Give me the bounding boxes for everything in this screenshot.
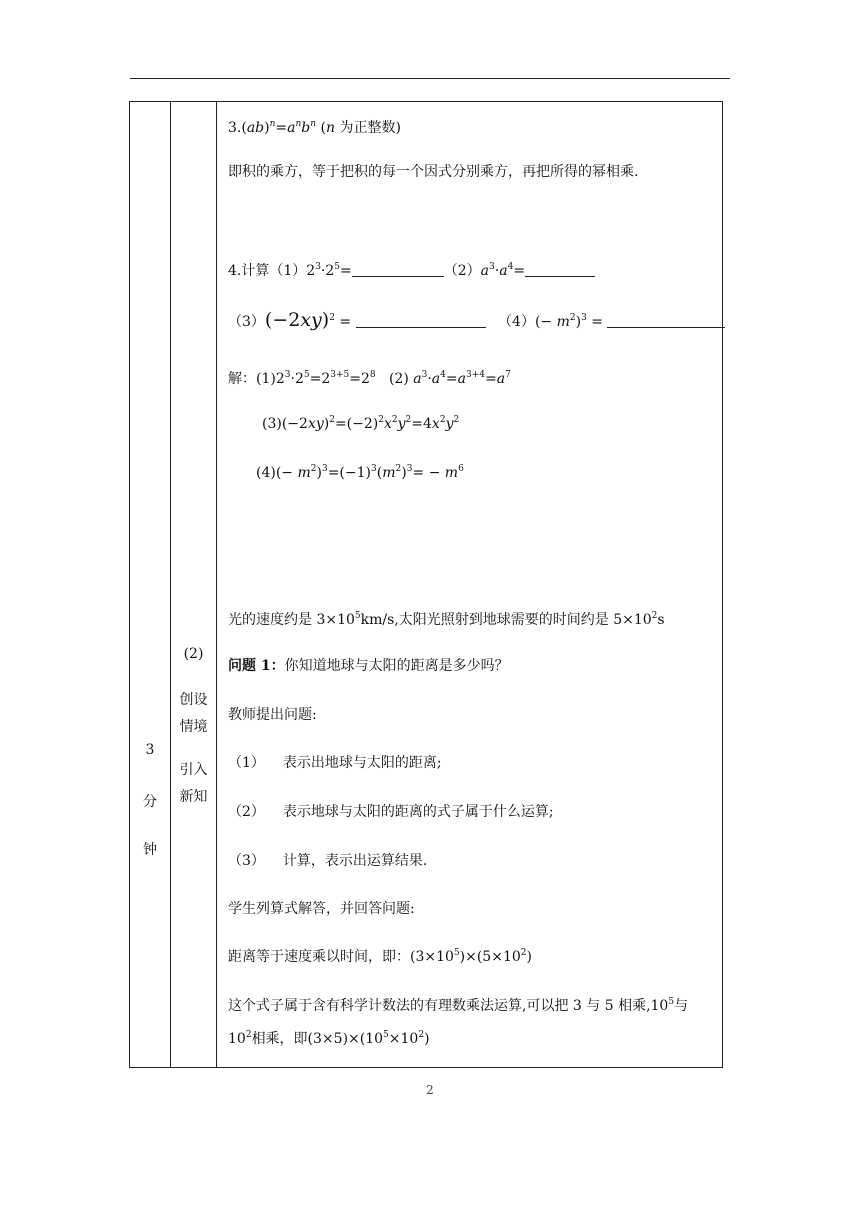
step-title-line-4: 新知: [179, 789, 208, 805]
light-speed-text: 光的速度约是 $3\times 10^5km/s$,太阳光照射到地球需要的时间约是 $5\times 10^2s$: [228, 611, 665, 628]
question-4-line-1: 4.计算$(1)2^3\cdot 2^5= (2)a^3\cdot a^4=$: [228, 260, 595, 280]
step-title-line-3: 引入: [179, 762, 208, 778]
step-number: (2): [183, 646, 204, 662]
rule-3: $3.(ab)^n=a^nb^n$ (n 为正整数): [228, 119, 401, 136]
step-title-line-1: 创设: [179, 692, 208, 708]
explanation-line-2: $10^2$相乘，即$(3\times 5)\times(10^5\times 10^2)$: [228, 1030, 430, 1047]
teacher-item-3: （3） 计算，表示出运算结果.: [228, 853, 428, 869]
solution-line-1: 解：$(1)2^3\cdot 2^5=2^{3+5}=2^8$ (2) $a^3\cdot a^4=a^{3+4}=a^7$: [228, 370, 511, 387]
lesson-table: [129, 101, 723, 1068]
step-column: [171, 102, 217, 1067]
time-column: [130, 102, 171, 1067]
distance-formula: 距离等于速度乘以时间，即：$(3\times 10^5)\times(5\times 10^2)$: [228, 948, 532, 965]
question-4-line-2: $(3)(-2xy)^2 = (4)(- m^2)^3$ =: [228, 309, 725, 331]
teacher-item-1: （1） 表示出地球与太阳的距离;: [228, 755, 442, 771]
students-answer: 学生列算式解答，并回答问题:: [228, 901, 415, 917]
solution-line-2: $(3)(-2xy)^2=(-2)^2x^2y^2=4x^2y^2$: [262, 415, 460, 432]
page-number: 2: [426, 1083, 434, 1097]
rule-3-description: 即积的乘方，等于把积的每一个因式分别乘方，再把所得的幂相乘.: [228, 164, 639, 180]
time-unit-fen: 分: [143, 794, 157, 810]
step-title-line-2: 情境: [179, 719, 208, 735]
time-number: 3: [145, 742, 155, 758]
question-1: 问题 1：你知道地球与太阳的距离是多少吗？: [228, 658, 509, 674]
solution-line-3: $(4)(- m^2)^3=(-1)^3(m^2)^3= - m^6$: [256, 464, 464, 481]
teacher-prompt: 教师提出问题:: [228, 707, 317, 723]
teacher-item-2: （2） 表示地球与太阳的距离的式子属于什么运算;: [228, 804, 554, 820]
step-title: [171, 687, 216, 811]
explanation-line-1: 这个式子属于含有科学计数法的有理数乘法运算,可以把 3 与 5 相乘$,10^5$与: [228, 997, 689, 1014]
time-unit-zhong: 钟: [143, 842, 157, 858]
header-rule: [130, 78, 730, 79]
